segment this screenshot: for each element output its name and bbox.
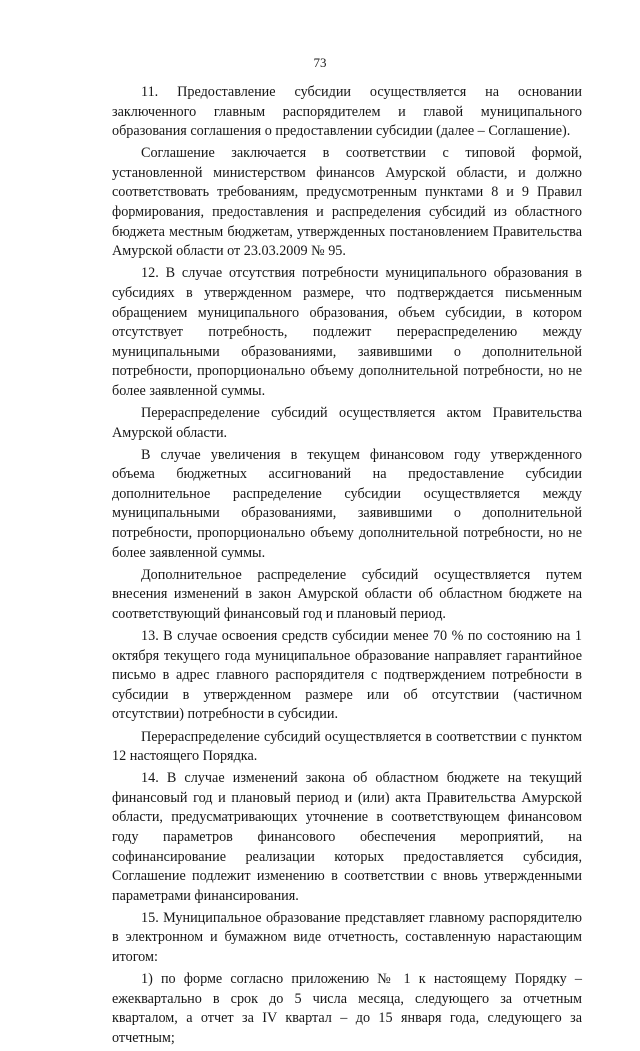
paragraph-15-reporting: 15. Муниципальное образование представляет главному распорядителю в электронном и бумажном виде отчетность, составленную нарастающим итогом: bbox=[112, 909, 582, 966]
page-number: 73 bbox=[313, 55, 327, 70]
paragraph-agreement-form: Соглашение заключается в соответствии с типовой формой, установленной министерством финансов Амурской области, и должно соответствовать требованиям, предусмотренным пунктами 8 и 9 Правил формирования, предоставления и распределения субсидий из областного бюджета местным бюджетам, утвержденных постановлением Правительства Амурской области от 23.03.2009 № 95. bbox=[112, 145, 582, 260]
document-body bbox=[112, 83, 582, 1051]
paragraph-increase-allocation: В случае увеличения в текущем финансовом году утвержденного объема бюджетных ассигнований на предоставление субсидии дополнительное распределение субсидии осуществляется между муниципальными образованиями, заявившими о дополнительной потребности, пропорционально объему дополнительной потребности, но не более заявленной суммы. bbox=[112, 446, 582, 561]
paragraph-13-guarantee-letter: 13. В случае освоения средств субсидии менее 70 % по состоянию на 1 октября текущего года муниципальное образование направляет гарантийное письмо в адрес главного распорядителя с подтверждением потребности в субсидии в утвержденном размере или об отсутствии (частичном отсутствии) потребности в субсидии. bbox=[112, 628, 582, 723]
paragraph-redistribution-reference: Перераспределение субсидий осуществляется в соответствии с пунктом 12 настоящего Порядка. bbox=[112, 728, 582, 765]
paragraph-reporting-item-1: 1) по форме согласно приложению № 1 к настоящему Порядку – ежеквартально в срок до 5 числа месяца, следующего за отчетным кварталом, а отчет за IV квартал – до 15 января года, следующего за отчетным; bbox=[112, 971, 582, 1046]
paragraph-11-agreement: 11. Предоставление субсидии осуществляется на основании заключенного главным распорядителем и главой муниципального образования соглашения о предоставлении субсидии (далее – Соглашение). bbox=[112, 84, 582, 140]
paragraph-12-redistribution: 12. В случае отсутствия потребности муниципального образования в субсидиях в утвержденном размере, что подтверждается письменным обращением муниципального образования, объем субсидии, в котором отсутствует потребность, подлежит перераспределению между муниципальными образованиями, заявившими о дополнительной потребности, пропорционально объему дополнительной потребности, но не более заявленной суммы. bbox=[112, 265, 582, 399]
paragraph-14-law-changes: 14. В случае изменений закона об областном бюджете на текущий финансовый год и плановый период и (или) акта Правительства Амурской области, предусматривающих уточнение в соответствующем финансовом году параметров финансового обеспечения мероприятий, на софинансирование реализации которых предоставляется субсидия, Соглашение подлежит изменению в соответствии с вновь утвержденными параметрами финансирования. bbox=[112, 770, 582, 904]
paragraph-additional-distribution: Дополнительное распределение субсидий осуществляется путем внесения изменений в закон Амурской области об областном бюджете на соответствующий финансовый год и плановый период. bbox=[112, 566, 582, 622]
paragraph-redistribution-act: Перераспределение субсидий осуществляется актом Правительства Амурской области. bbox=[112, 405, 582, 441]
